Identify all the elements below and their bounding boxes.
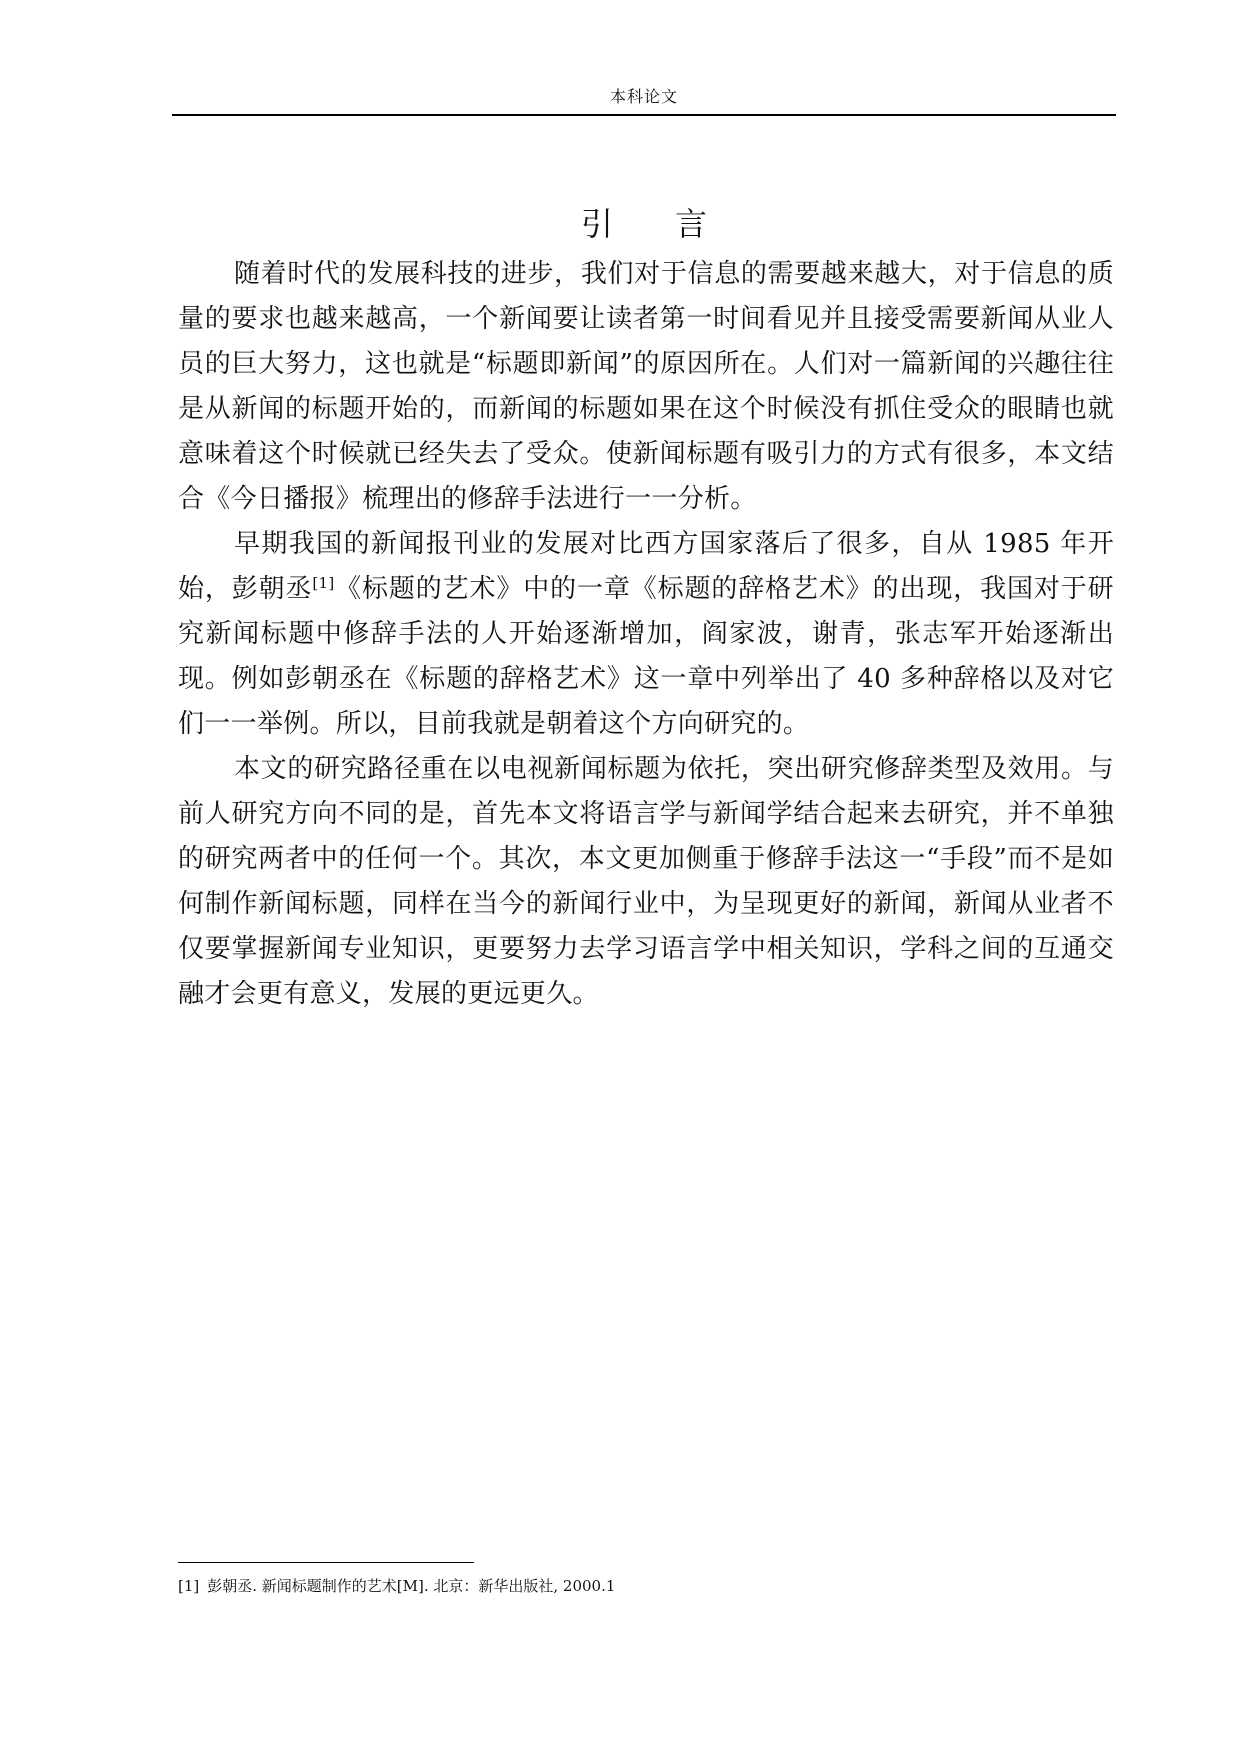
paragraph-background: [178, 522, 1114, 747]
footnote-reference[interactable]: [1]: [312, 574, 335, 592]
footnote: [178, 1575, 1078, 1597]
footnote-text: 彭朝丞. 新闻标题制作的艺术[M]. 北京：新华出版社, 2000.1: [207, 1577, 616, 1595]
paragraph-intro: 随着时代的发展科技的进步，我们对于信息的需要越来越大，对于信息的质量的要求也越来越高，一个新闻要让读者第一时间看见并且接受需要新闻从业人员的巨大努力，这也就是“标题即新闻”的原因所在。人们对一篇新闻的兴趣往往是从新闻的标题开始的，而新闻的标题如果在这个时候没有抓住受众的眼睛也就意味着这个时候就已经失去了受众。使新闻标题有吸引力的方式有很多，本文结合《今日播报》梳理出的修辞手法进行一一分析。: [178, 259, 1114, 514]
footnote-divider: [178, 1562, 474, 1563]
paragraph-background-text-end: 《标题的艺术》中的一章《标题的辞格艺术》的出现，我国对于研究新闻标题中修辞手法的人开始逐渐增加，阎家波，谢青，张志军开始逐渐出现。例如彭朝丞在《标题的辞格艺术》这一章中列举出了 40 多种辞格以及对它们一一举例。所以，目前我就是朝着这个方向研究的。: [178, 574, 1114, 739]
header-divider: [172, 114, 1116, 116]
paragraph-background-text-start: 早期我国的新闻报刊业的发展对比西方国家落后了很多，自从 1985 年开始，彭朝丞: [178, 529, 1114, 604]
paragraph-approach: 本文的研究路径重在以电视新闻标题为依托，突出研究修辞类型及效用。与前人研究方向不同的是，首先本文将语言学与新闻学结合起来去研究，并不单独的研究两者中的任何一个。其次，本文更加侧重于修辞手法这一“手段”而不是如何制作新闻标题，同样在当今的新闻行业中，为呈现更好的新闻，新闻从业者不仅要掌握新闻专业知识，更要努力去学习语言学中相关知识，学科之间的互通交融才会更有意义，发展的更远更久。: [178, 754, 1114, 1009]
footnote-mark: [1]: [178, 1577, 200, 1595]
section-title: 引言: [580, 205, 769, 243]
running-header: 本科论文: [609, 87, 678, 106]
body-text: [178, 252, 1114, 1017]
